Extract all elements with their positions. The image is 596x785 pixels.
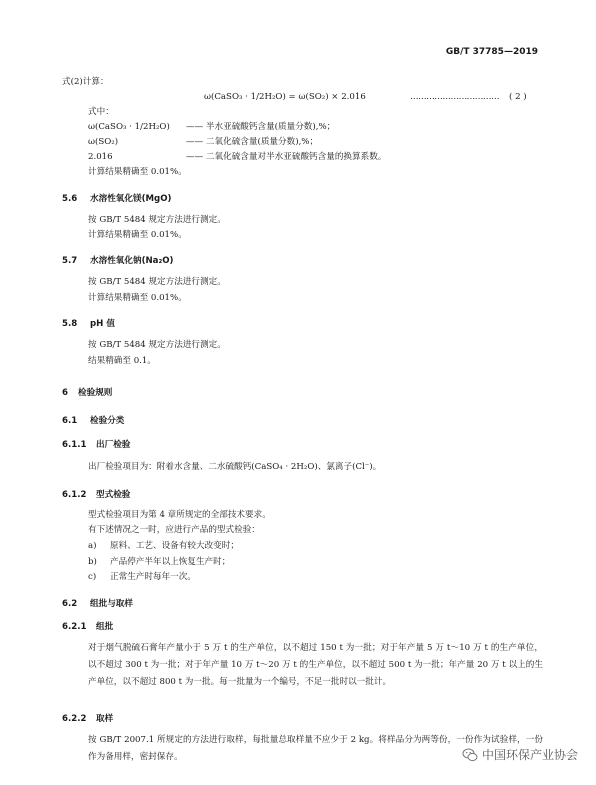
s612-line-2: 有下述情况之一时，应进行产品的型式检验： — [88, 525, 260, 535]
def-symbol-2: ω(SO₂) — [88, 137, 119, 147]
list-text: 原料、工艺、设备有较大改变时； — [110, 541, 239, 551]
s58-line-2: 结果精确至 0.1。 — [88, 356, 156, 366]
section-title: 检验分类 — [90, 416, 125, 426]
s58-line-1: 按 GB/T 5484 规定方法进行测定。 — [88, 340, 226, 350]
section-title: 组批 — [96, 622, 114, 632]
section-number: 6.1.1 — [62, 440, 87, 450]
watermark — [462, 746, 578, 763]
section-6-heading — [62, 386, 112, 398]
s621-paragraph: 对于烟气脱硫石膏年产量小于 5 万 t 的生产单位，以不超过 150 t 为一批；对于年产量 5 万 t～10 万 t 的生产单位，以不超过 300 t 为一批；对于年产量 10 万 t～20 万 t 的生产单位，以不超过 500 t 为一批；年产量 20 万 t 以上的生产单位，以不超过 800 t 为一批。每一批量为一个编号，不足一批时以一批计。 — [88, 643, 543, 687]
section-6-1-heading — [62, 414, 124, 426]
section-number: 5.7 — [62, 256, 78, 266]
precision-note: 计算结果精确至 0.01%。 — [88, 167, 187, 177]
section-6-2-2-heading — [62, 712, 113, 724]
s56-line-1: 按 GB/T 5484 规定方法进行测定。 — [88, 215, 226, 225]
def-desc-1: —— 半水亚硫酸钙含量(质量分数),%； — [186, 122, 336, 132]
section-title: 检验规则 — [78, 388, 113, 398]
where-label: 式中： — [88, 107, 114, 117]
section-title: 组批与取样 — [90, 599, 133, 609]
section-6-2-1-heading — [62, 620, 113, 632]
section-number: 5.6 — [62, 194, 78, 204]
def-desc-3: —— 二氧化硫含量对半水亚硫酸钙含量的换算系数。 — [186, 152, 387, 162]
section-6-1-2-heading — [62, 488, 130, 500]
list-label: b) — [88, 557, 97, 567]
section-5-8-heading — [62, 317, 115, 329]
list-text: 产品停产半年以上恢复生产时； — [110, 557, 231, 567]
list-item-c — [88, 572, 196, 583]
section-number: 6 — [62, 388, 68, 398]
s611-line-1: 出厂检验项目为：附着水含量、二水硫酸钙(CaSO₄ · 2H₂O)、氯离子(Cl⁻)。 — [88, 462, 382, 472]
section-6-1-1-heading — [62, 438, 130, 450]
s57-line-1: 按 GB/T 5484 规定方法进行测定。 — [88, 277, 226, 287]
section-title: 水溶性氧化钠(Na₂O) — [90, 256, 174, 266]
section-5-7-heading — [62, 254, 173, 266]
wechat-icon — [462, 747, 478, 763]
list-item-b — [88, 557, 230, 568]
s57-line-2: 计算结果精确至 0.01%。 — [88, 293, 187, 303]
s612-line-1: 型式检验项目为第 4 章所规定的全部技术要求。 — [88, 510, 271, 520]
section-title: 取样 — [96, 714, 114, 724]
section-title: pH 值 — [90, 319, 115, 329]
section-title: 型式检验 — [96, 490, 131, 500]
section-number: 6.2 — [62, 599, 78, 609]
def-desc-2: —— 二氧化硫含量(质量分数),%； — [186, 137, 319, 147]
section-number: 6.2.1 — [62, 622, 87, 632]
section-number: 6.2.2 — [62, 714, 87, 724]
section-5-6-heading — [62, 192, 171, 204]
section-number: 5.8 — [62, 319, 78, 329]
list-label: a) — [88, 541, 97, 551]
list-text: 正常生产时每年一次。 — [110, 572, 196, 582]
section-title: 出厂检验 — [96, 440, 131, 450]
equation-number: ( 2 ) — [509, 92, 527, 102]
def-symbol-3: 2.016 — [88, 152, 113, 162]
def-symbol-1: ω(CaSO₃ · 1/2H₂O) — [88, 122, 170, 132]
standard-number: GB/T 37785—2019 — [445, 47, 538, 57]
formula: ω(CaSO₃ · 1/2H₂O) = ω(SO₂) × 2.016 — [204, 92, 366, 102]
s56-line-2: 计算结果精确至 0.01%。 — [88, 230, 187, 240]
list-label: c) — [88, 572, 97, 582]
section-title: 水溶性氧化镁(MgO) — [90, 194, 172, 204]
watermark-text: 中国环保产业协会 — [481, 748, 578, 762]
s622-paragraph: 按 GB/T 2007.1 所规定的方法进行取样，每批量总取样量不应少于 2 kg。将样品分为两等份，一份作为试验样，一份作为备用样，密封保存。 — [88, 735, 543, 762]
formula-intro: 式(2)计算： — [62, 77, 109, 87]
section-number: 6.1.2 — [62, 490, 87, 500]
formula-leader-dots: …………………………… — [410, 92, 500, 102]
list-item-a — [88, 541, 239, 552]
section-6-2-heading — [62, 597, 133, 609]
section-number: 6.1 — [62, 416, 78, 426]
